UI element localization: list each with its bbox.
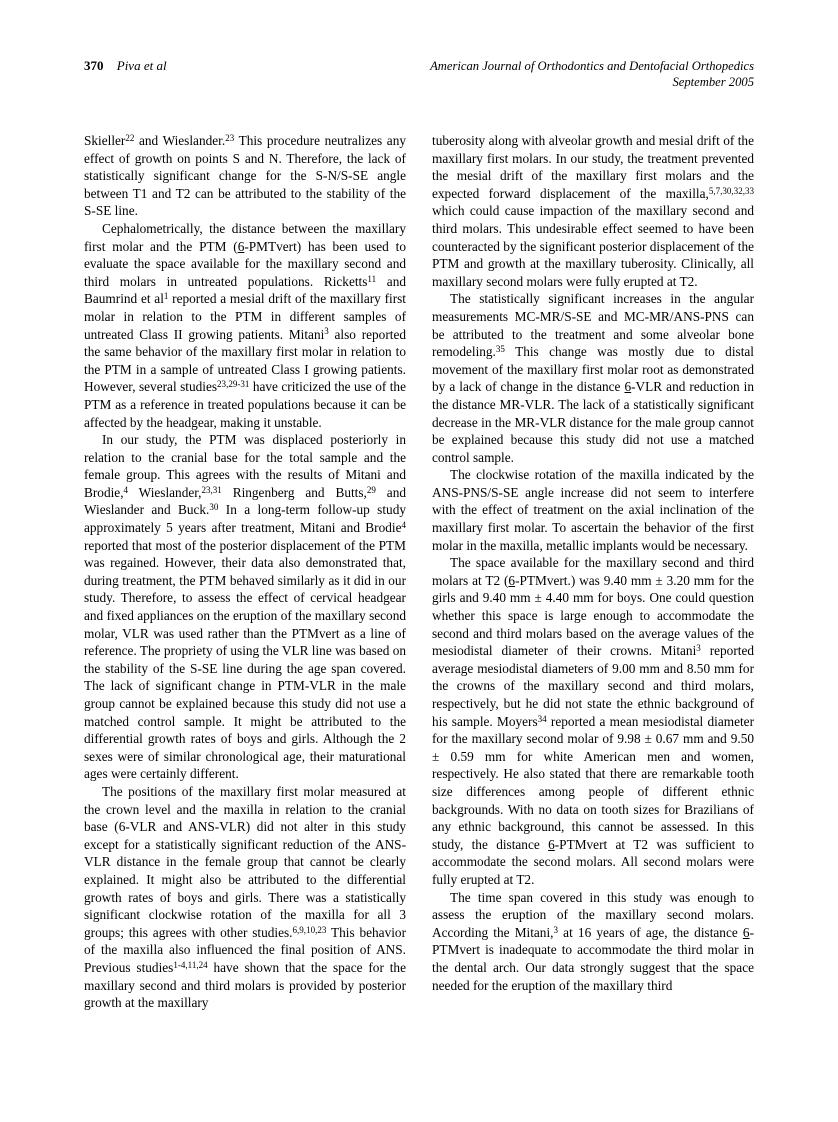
- paragraph: The positions of the maxillary first molar measured at the crown level and the maxilla in relation to the cranial base (6-VLR and ANS-VLR) did not alter in this study except for a statistically significant reduction of the ANS-VLR distance in the female group that cannot be clearly explained. It might also be attributed to the differential growth rates of boys and girls. There was a statistically significant clockwise rotation of the maxilla for all 3 groups; this agrees with other studies.$^{6,9,10,23}$ This behavior of the maxilla also influenced the final position of ANS. Previous studies$^{1-4,11,24}$ have shown that the space for the maxillary second and third molars is provided by posterior growth at the maxillary: [84, 783, 406, 1011]
- paragraph: Skieller$^{22}$ and Wieslander.$^{23}$ This procedure neutralizes any effect of growth on points S and N. Therefore, the lack of statistically significant change for the S-N/S-SE angle between T1 and T2 can be attributed to the stability of the S-SE line.: [84, 132, 407, 219]
- paragraph: Cephalometrically, the distance between the maxillary first molar and the PTM (6-PMTvert) has been used to evaluate the space available for the maxillary second and third molars in untreated populations. Ricketts$^{11}$ and Baumrind et $al^1$ reported a mesial drift of the maxillary first molar in relation to the PTM in different samples of untreated Class II growing patients. Mitani$^3$ also reported the same behavior of the maxillary first molar in relation to the PTM in a sample of untreated Class I growing patients. However, several studies$^{23,29-31}$ have criticized the use of the PTM as a reference in treated populations because it can be affected by the headgear, making it unstable.: [84, 220, 407, 430]
- running-head-left: [84, 58, 167, 73]
- left-column: [84, 132, 406, 1012]
- paragraph: tuberosity along with alveolar growth and mesial drift of the maxillary first molars. In our study, the treatment prevented the mesial drift of the maxillary first molars and the expected forward displacement of the maxilla,$^{5,7,30,32,33}$ which could cause impaction of the maxillary second and third molars. This undesirable effect seemed to have been counteracted by the significant posterior displacement of the PTM and growth at the maxillary tuberosity. Clinically, all maxillary second molars were fully erupted at T2.: [432, 133, 754, 289]
- running-head: [84, 58, 754, 90]
- body-columns: [84, 132, 754, 1012]
- running-authors: Piva et al: [116, 58, 167, 73]
- paragraph: In our study, the PTM was displaced posteriorly in relation to the cranial base for the total sample and the female group. This agrees with the results of Mitani and Brodie,$^4$ Wieslander,$^{23,31}$ Ringenberg and Butts,$^{29}$ and Wieslander and Buck.$^{30}$ In a long-term follow-up study approximately 5 years after treatment, Mitani and Brodie$^4$ reported that most of the posterior displacement of the PTM was regained. However, their data also demonstrated that, during treatment, the PTM behaved similarly as it did in our study. Therefore, to assess the effect of cervical headgear and fixed appliances on the eruption of the maxillary second molar, VLR was used rather than the PTMvert as a line of reference. The propriety of using the VLR line was based on the stability of the S-SE line during the age span covered. The lack of significant change in PTM-VLR in the male group cannot be explained because this study did not use a matched control sample. It might be attributed to the differential growth rates of boys and girls. Although the 2 sexes were of similar chronological age, their maturational ages were certainly different.: [84, 432, 406, 782]
- page-number: 370: [84, 58, 104, 73]
- running-head-right: [430, 58, 754, 90]
- paragraph: The clockwise rotation of the maxilla indicated by the ANS-PNS/S-SE angle increase did not seem to interfere with the effect of treatment on the axial inclination of the maxillary first molar. To ascertain the behavior of the first molar in the maxilla, metallic implants would be necessary.: [432, 467, 754, 553]
- issue-date: September 2005: [672, 75, 754, 89]
- paragraph: The statistically significant increases in the angular measurements MC-MR/S-SE and MC-MR/ANS-PNS can be attributed to the treatment and some alveolar bone remodeling.$^{35}$ This change was mostly due to distal movement of the maxillary first molar root as demonstrated by a lack of change in the distance 6-VLR and reduction in the distance MR-VLR. The lack of a statistically significant decrease in the MR-VLR distance for the male group cannot be explained because this study did not use a matched control sample.: [432, 291, 754, 465]
- paragraph: The space available for the maxillary second and third molars at T2 (6-PTMvert.) was 9.40 mm ± 3.20 mm for the girls and 9.40 mm ± 4.40 mm for boys. One could question whether this space is large enough to accommodate the second and third molars based on the average values of the mesiodistal diameter of their crowns. Mitani$^3$ reported average mesiodistal diameters of 9.00 mm and 8.50 mm for the crowns of the maxillary second and third molars, respectively, but he did not state the ethnic background of his sample. Moyers$^{34}$ reported a mean mesiodistal diameter for the maxillary second molar of 9.98 ± 0.67 mm and 9.50 ± 0.59 mm for white American men and women, respectively. He also stated that there are remarkable tooth size differences among people of different ethnic backgrounds. With no data on tooth sizes for Brazilians of any ethnic background, this cannot be assessed. In this study, the distance 6-PTMvert at T2 was sufficient to accommodate the second molars. All second molars were fully erupted at T2.: [432, 555, 755, 887]
- right-column: [432, 132, 754, 1012]
- journal-title: American Journal of Orthodontics and Dentofacial Orthopedics: [430, 59, 754, 73]
- paragraph: The time span covered in this study was enough to assess the eruption of the maxillary second molars. According the Mitani,$^3$ at 16 years of age, the distance 6-PTMvert is inadequate to accommodate the third molar in the dental arch. Our data strongly suggest that the space needed for the eruption of the maxillary third: [432, 889, 754, 993]
